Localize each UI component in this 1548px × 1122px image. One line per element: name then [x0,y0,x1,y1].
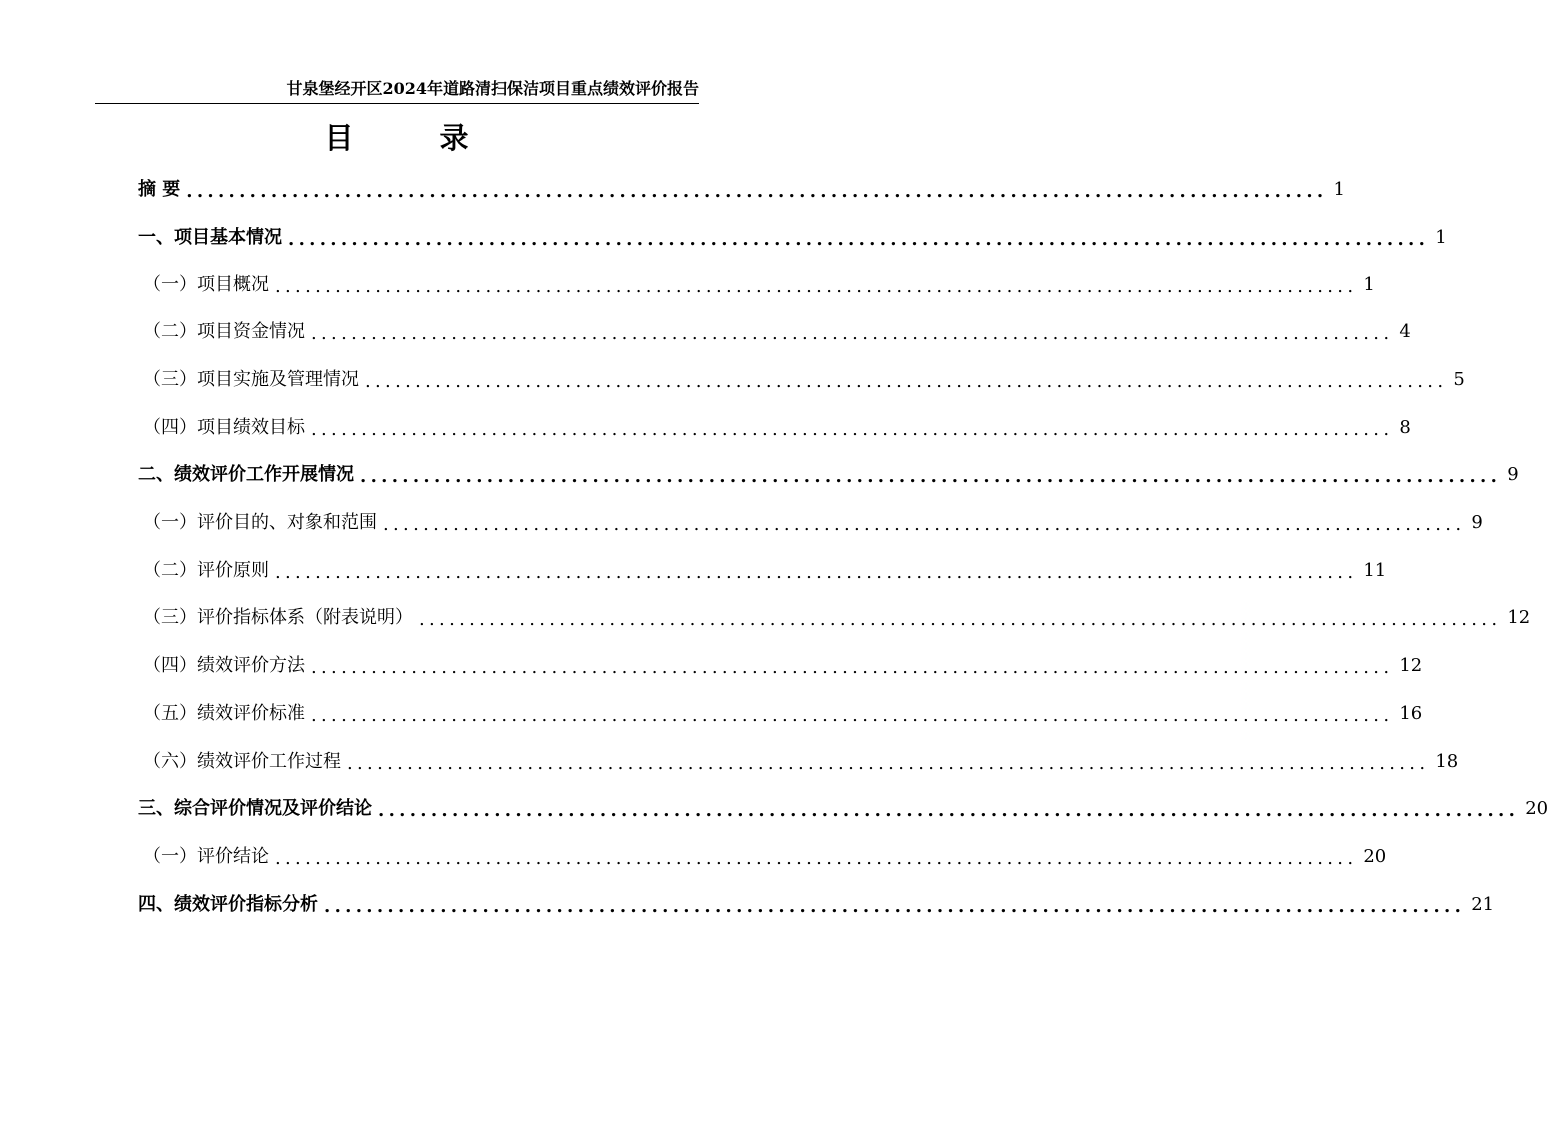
toc-entry-label: 二、绩效评价工作开展情况 [138,464,354,485]
toc-page-number: 4 [1399,321,1411,342]
toc-entry-label: 三、综合评价情况及评价结论 [138,798,372,819]
toc-entry-label: （三）评价指标体系（附表说明） [143,607,413,628]
toc-entry-section-1-2[interactable] [143,318,1411,346]
toc-entry-section-4[interactable] [138,891,1495,919]
toc-entry-label: 四、绩效评价指标分析 [138,894,318,915]
toc-entry-section-1-3[interactable] [143,366,1465,394]
toc-page-number: 20 [1363,846,1387,867]
toc-page-number: 12 [1399,655,1423,676]
toc-page-number: 9 [1471,512,1483,533]
toc-entry-label: （三）项目实施及管理情况 [143,369,359,390]
toc-leader-dots: ............................................................................................................ [311,323,1394,344]
toc-entry-label: （四）项目绩效目标 [143,417,305,438]
toc-page-number: 1 [1435,227,1447,248]
toc-entry-label: （一）项目概况 [143,274,269,295]
toc-entry-label: （五）绩效评价标准 [143,703,305,724]
toc-page-number: 1 [1333,179,1345,200]
toc-entry-section-2[interactable] [138,461,1519,489]
toc-page-number: 20 [1525,798,1548,819]
running-header: 甘泉堡经开区2024年道路清扫保洁项目重点绩效评价报告 [286,79,699,98]
toc-leader-dots: ............................................................................................................ [275,848,1358,869]
toc-entry-label: （二）评价原则 [143,560,269,581]
toc-entry-section-2-1[interactable] [143,509,1483,537]
toc-entry-label: （一）评价目的、对象和范围 [143,512,377,533]
toc-leader-dots: ............................................................................................................ [347,753,1430,774]
toc-leader-dots: ............................................................................................................ [288,229,1430,250]
toc-title: 目 录 [324,121,507,155]
toc-entry-section-1-1[interactable] [143,271,1375,299]
toc-leader-dots: ............................................................................................................ [360,466,1502,487]
toc-entry-abstract[interactable] [138,176,1345,204]
toc-entry-section-2-4[interactable] [143,652,1423,680]
toc-leader-dots: ............................................................................................................ [378,800,1520,821]
toc-leader-dots: ............................................................................................................ [365,371,1448,392]
toc-leader-dots: ............................................................................................................ [311,419,1394,440]
toc-page-number: 1 [1363,274,1375,295]
toc-entry-label: （二）项目资金情况 [143,321,305,342]
toc-leader-dots: ............................................................................................................ [324,896,1466,917]
toc-leader-dots: ............................................................................................................ [383,514,1466,535]
toc-entry-section-2-6[interactable] [143,748,1459,776]
toc-entry-section-2-5[interactable] [143,700,1423,728]
toc-page-number: 5 [1453,369,1465,390]
toc-entry-label: （一）评价结论 [143,846,269,867]
toc-leader-dots: ............................................................................................................ [419,609,1502,630]
toc-entry-section-1[interactable] [138,224,1447,252]
toc-page-number: 16 [1399,703,1423,724]
toc-entry-section-2-3[interactable] [143,604,1531,632]
toc-leader-dots: ............................................................................................................ [275,276,1358,297]
toc-page-number: 21 [1471,894,1495,915]
toc-leader-dots: ............................................................................................................ [275,562,1358,583]
toc-entry-label: （四）绩效评价方法 [143,655,305,676]
toc-page-number: 18 [1435,751,1459,772]
toc-page-number: 9 [1507,464,1519,485]
toc-entry-section-2-2[interactable] [143,557,1387,585]
toc-page-number: 8 [1399,417,1411,438]
toc-entry-label: （六）绩效评价工作过程 [143,751,341,772]
toc-leader-dots: ............................................................................................................ [186,181,1328,202]
toc-leader-dots: ............................................................................................................ [311,657,1394,678]
toc-entry-label: 一、项目基本情况 [138,227,282,248]
toc-entry-label: 摘 要 [138,179,181,200]
toc-entry-section-3-1[interactable] [143,843,1387,871]
toc-entry-section-3[interactable] [138,795,1548,823]
toc-page-number: 11 [1363,560,1387,581]
toc-leader-dots: ............................................................................................................ [311,705,1394,726]
toc-page-number: 12 [1507,607,1531,628]
toc-entry-section-1-4[interactable] [143,414,1411,442]
